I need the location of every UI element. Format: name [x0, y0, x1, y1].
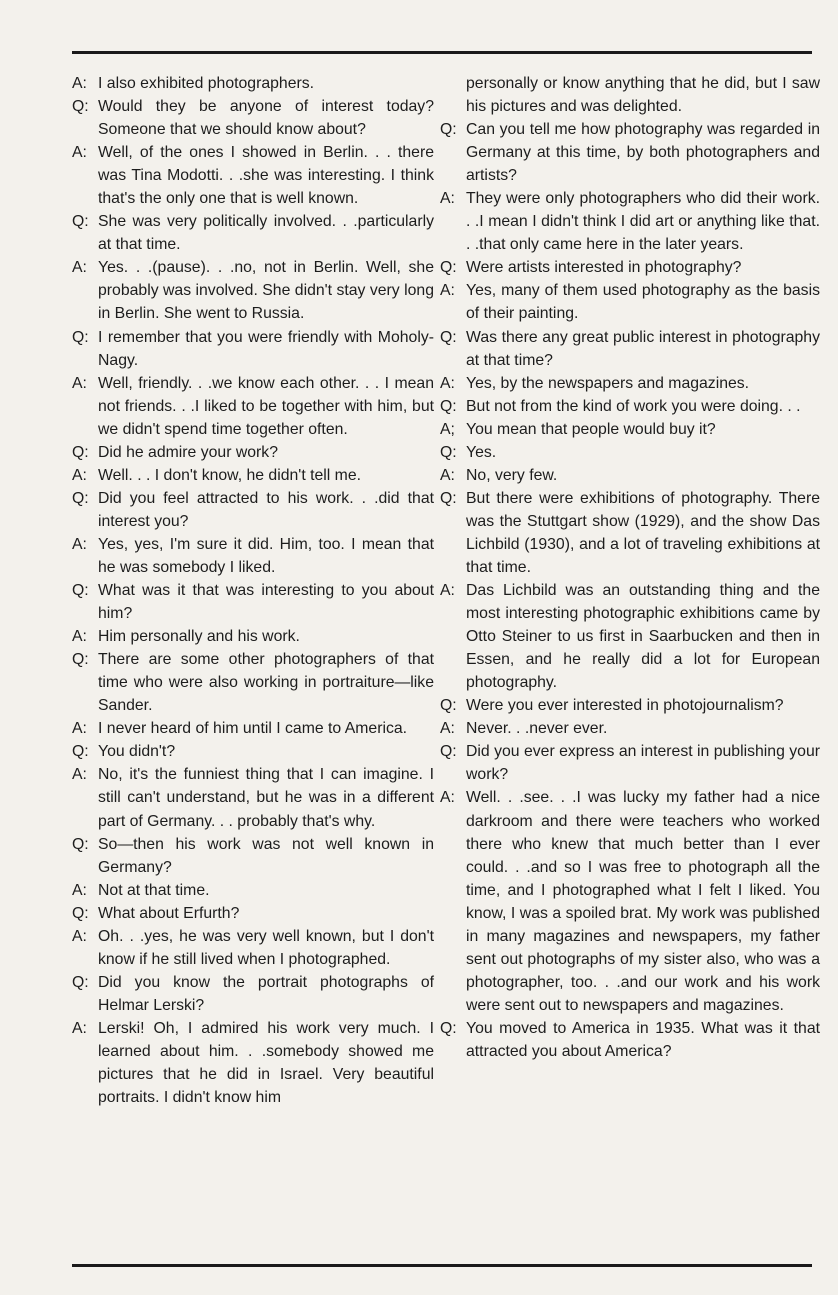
- speaker-label: A:: [440, 582, 455, 600]
- entry-text: What was it that was interesting to you about him?: [98, 582, 434, 623]
- speaker-label: Q:: [440, 443, 457, 461]
- speaker-label: A:: [440, 466, 455, 484]
- entry-text: Never. . .never ever.: [466, 720, 608, 738]
- question: [440, 256, 820, 279]
- entry-text: What about Erfurth?: [98, 904, 240, 922]
- speaker-label: Q:: [440, 743, 457, 761]
- question: [72, 648, 434, 717]
- question: [440, 1017, 820, 1063]
- entry-text: Did he admire your work?: [98, 443, 278, 461]
- entry-text: She was very politically involved. . .particularly at that time.: [98, 213, 434, 254]
- entry-text: Yes, by the newspapers and magazines.: [466, 374, 750, 392]
- question: [72, 487, 434, 533]
- entry-text: You moved to America in 1935. What was it that attracted you about America?: [466, 1019, 820, 1060]
- answer: [72, 372, 434, 441]
- speaker-label: A:: [72, 144, 87, 162]
- answer: [72, 72, 434, 95]
- question: [72, 326, 434, 372]
- entry-text: Well. . .see. . .I was lucky my father had a nice darkroom and there were teachers who worked there who knew that much better than I ever could. . .and so I was free to photograph all the time, and I photographed what I felt I liked. You know, I was a spoiled brat. My work was published in many magazines and newspapers, my father sent out photographs of my sister also, who was a photographer, too. . .and our work and his work were sent out to newspapers and magazines.: [466, 789, 820, 1014]
- entry-text: No, very few.: [466, 466, 558, 484]
- speaker-label: Q:: [440, 397, 457, 415]
- entry-text: Him personally and his work.: [98, 628, 300, 646]
- question: [440, 118, 820, 187]
- entry-text: They were only photographers who did their work. . .I mean I didn't think I did art or anything like that. . .that only came here in the later years.: [466, 190, 820, 254]
- answer: [72, 533, 434, 579]
- question: [72, 441, 434, 464]
- speaker-label: Q:: [72, 443, 89, 461]
- top-rule: [72, 51, 812, 54]
- question: [440, 441, 820, 464]
- entry-text: Did you know the portrait photographs of Helmar Lerski?: [98, 973, 434, 1014]
- speaker-label: Q:: [440, 328, 457, 346]
- entry-text: So—then his work was not well known in Germany?: [98, 835, 434, 876]
- entry-text: You mean that people would buy it?: [466, 420, 716, 438]
- answer: [72, 464, 434, 487]
- speaker-label: A:: [72, 881, 87, 899]
- entry-text: I never heard of him until I came to America.: [98, 720, 408, 738]
- entry-text: No, it's the funniest thing that I can imagine. I still can't understand, but he was in a different part of Germany. . . probably that's why.: [98, 766, 434, 830]
- entry-text: Yes, yes, I'm sure it did. Him, too. I mean that he was somebody I liked.: [98, 535, 434, 576]
- answer: [72, 1017, 434, 1109]
- question: [440, 694, 820, 717]
- entry-text: Was there any great public interest in photography at that time?: [466, 328, 820, 369]
- entry-text: Did you ever express an interest in publishing your work?: [466, 743, 820, 784]
- speaker-label: A:: [440, 789, 455, 807]
- entry-text: Did you feel attracted to his work. . .did that interest you?: [98, 489, 434, 530]
- speaker-label: Q:: [440, 489, 457, 507]
- answer: [72, 717, 434, 740]
- entry-text: But not from the kind of work you were doing. . .: [466, 397, 801, 415]
- question: [440, 487, 820, 579]
- answer: [440, 418, 820, 441]
- entry-text: Well. . . I don't know, he didn't tell me.: [98, 466, 362, 484]
- speaker-label: Q:: [440, 697, 457, 715]
- entry-text: But there were exhibitions of photography. There was the Stuttgart show (1929), and the show Das Lichbild (1930), and a lot of traveling exhibitions at that time.: [466, 489, 820, 576]
- speaker-label: A:: [72, 259, 87, 277]
- entry-text: Can you tell me how photography was regarded in Germany at this time, by both photographers and artists?: [466, 121, 820, 185]
- answer: [72, 625, 434, 648]
- entry-text: I remember that you were friendly with Moholy-Nagy.: [98, 328, 434, 369]
- entry-text: Not at that time.: [98, 881, 210, 899]
- entry-text: There are some other photographers of that time who were also working in portraiture—like Sander.: [98, 651, 434, 715]
- speaker-label: Q:: [72, 743, 89, 761]
- entry-text: Well, friendly. . .we know each other. . . I mean not friends. . .I liked to be together with him, but we didn't spend time together often.: [98, 374, 434, 438]
- answer: [440, 372, 820, 395]
- answer: [440, 786, 820, 1016]
- entry-text: Oh. . .yes, he was very well known, but I don't know if he still lived when I photographed.: [98, 927, 434, 968]
- right-column: [440, 72, 820, 1063]
- entry-text: Yes.: [466, 443, 497, 461]
- answer: [440, 187, 820, 256]
- speaker-label: Q:: [72, 98, 89, 116]
- entry-text: Were artists interested in photography?: [466, 259, 742, 277]
- speaker-label: A:: [72, 766, 87, 784]
- speaker-label: A;: [440, 420, 455, 438]
- speaker-label: Q:: [72, 582, 89, 600]
- answer: [72, 141, 434, 210]
- speaker-label: Q:: [72, 973, 89, 991]
- entry-text: I also exhibited photographers.: [98, 75, 315, 92]
- answer: [440, 464, 820, 487]
- speaker-label: A:: [72, 927, 87, 945]
- answer: [440, 579, 820, 694]
- speaker-label: Q:: [440, 259, 457, 277]
- entry-text: Lerski! Oh, I admired his work very much. I learned about him. . .somebody showed me pictures that he did in Israel. Very beautiful portraits. I didn't know him: [98, 1019, 434, 1107]
- continued-answer: personally or know anything that he did, but I saw his pictures and was delighted.: [466, 75, 820, 116]
- question: [72, 833, 434, 879]
- entry-text: You didn't?: [98, 743, 176, 761]
- question: [72, 210, 434, 256]
- question: [72, 740, 434, 763]
- speaker-label: A:: [440, 374, 455, 392]
- speaker-label: A:: [440, 720, 455, 738]
- question: [72, 902, 434, 925]
- speaker-label: Q:: [440, 1019, 457, 1037]
- speaker-label: Q:: [72, 213, 89, 231]
- answer: [72, 925, 434, 971]
- answer: [72, 256, 434, 325]
- entry-text: Would they be anyone of interest today? Someone that we should know about?: [98, 98, 434, 139]
- question: [72, 95, 434, 141]
- question: [440, 740, 820, 786]
- left-column: [72, 72, 434, 1109]
- entry-text: Were you ever interested in photojournalism?: [466, 697, 784, 715]
- entry-text: Well, of the ones I showed in Berlin. . . there was Tina Modotti. . .she was interesting. I think that's the only one that is well known.: [98, 144, 434, 208]
- speaker-label: A:: [72, 374, 87, 392]
- speaker-label: A:: [440, 190, 455, 208]
- entry-text: Yes. . .(pause). . .no, not in Berlin. Well, she probably was involved. She didn't stay very long in Berlin. She went to Russia.: [98, 259, 434, 323]
- entry-text: Das Lichbild was an outstanding thing and the most interesting photographic exhibitions came by Otto Steiner to us first in Saarbucken and then in Essen, and he really did a lot for European photography.: [466, 582, 820, 692]
- bottom-rule: [72, 1264, 812, 1267]
- speaker-label: A:: [72, 720, 87, 738]
- question: [440, 395, 820, 418]
- speaker-label: Q:: [440, 121, 457, 139]
- speaker-label: A:: [72, 628, 87, 646]
- speaker-label: Q:: [72, 904, 89, 922]
- question: [440, 326, 820, 372]
- speaker-label: Q:: [72, 328, 89, 346]
- question: [72, 971, 434, 1017]
- answer: [440, 279, 820, 325]
- speaker-label: A:: [440, 282, 455, 300]
- answer: [440, 717, 820, 740]
- entry-text: Yes, many of them used photography as the basis of their painting.: [466, 282, 820, 323]
- question: [72, 579, 434, 625]
- speaker-label: A:: [72, 1019, 87, 1037]
- speaker-label: Q:: [72, 651, 89, 669]
- speaker-label: A:: [72, 535, 87, 553]
- answer: [72, 879, 434, 902]
- speaker-label: A:: [72, 466, 87, 484]
- speaker-label: Q:: [72, 835, 89, 853]
- answer: [72, 763, 434, 832]
- speaker-label: A:: [72, 75, 87, 92]
- speaker-label: Q:: [72, 489, 89, 507]
